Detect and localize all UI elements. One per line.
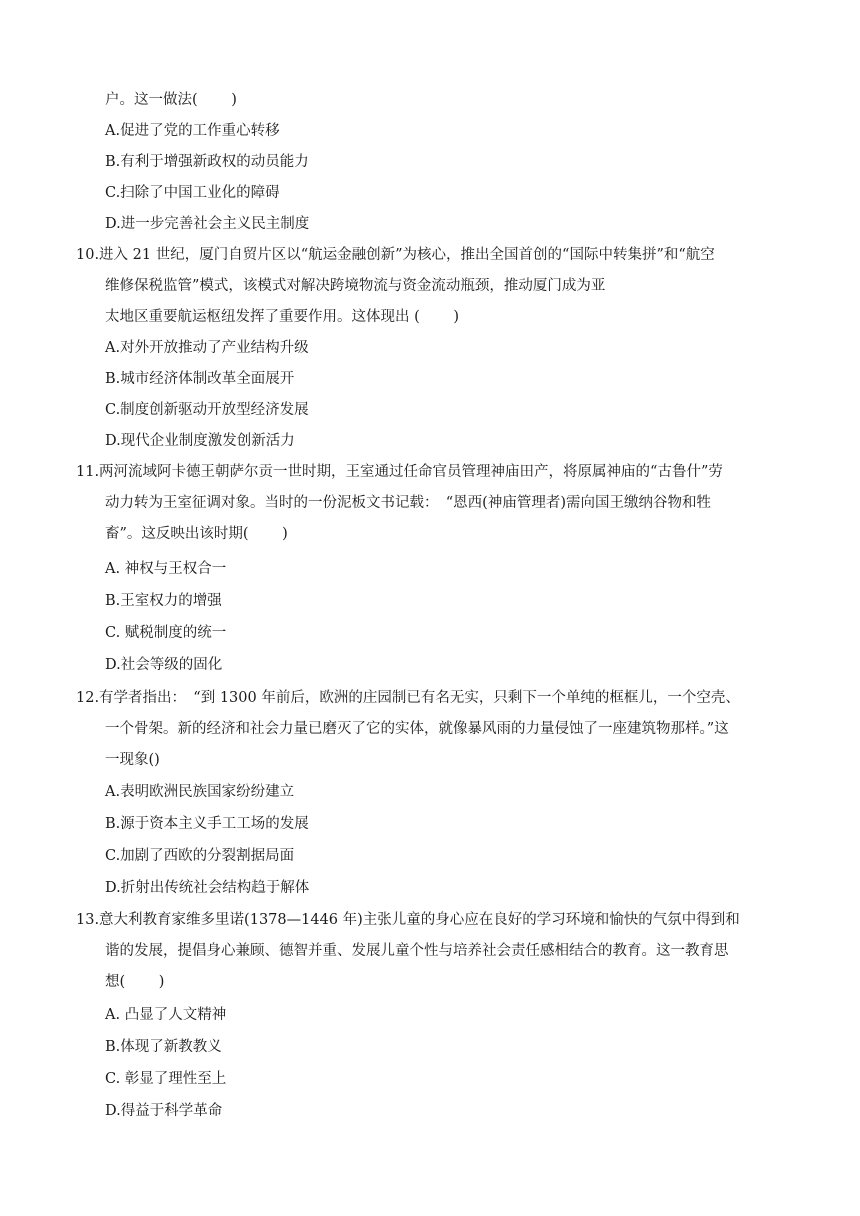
q10-option-d[interactable]: D.现代企业制度激发创新活力 (105, 433, 295, 449)
q10-stem-line-3: 太地区重要航运枢纽发挥了重要作用。这体现出 ( ) (105, 309, 460, 325)
q13-stem-line-2: 谐的发展，提倡身心兼顾、德智并重、发展儿童个性与培养社会责任感相结合的教育。这一教育思 (105, 943, 729, 959)
q9-stem-tail: 户。这一做法( ) (105, 92, 237, 108)
q9-option-a[interactable]: A.促进了党的工作重心转移 (105, 123, 280, 139)
q13-option-b[interactable]: B.体现了新教教义 (105, 1039, 222, 1055)
q11-stem-line-2: 动力转为王室征调对象。当时的一份泥板文书记载： “恩西(神庙管理者)需向国王缴纳谷物和牲 (105, 495, 711, 511)
q13-stem-line-3: 想( ) (105, 974, 165, 990)
q13-option-a[interactable]: A. 凸显了人文精神 (105, 1007, 227, 1023)
q11-option-a[interactable]: A. 神权与王权合一 (105, 561, 227, 577)
q12-stem-line-1: 12.有学者指出： “到 1300 年前后，欧洲的庄园制已有名无实，只剩下一个单纯的框框儿，一个空壳、 (76, 690, 740, 706)
q9-option-c[interactable]: C.扫除了中国工业化的障碍 (105, 185, 280, 201)
q12-option-b[interactable]: B.源于资本主义手工工场的发展 (105, 816, 309, 832)
q13-option-c[interactable]: C. 彰显了理性至上 (105, 1071, 227, 1087)
q10-option-b[interactable]: B.城市经济体制改革全面展开 (105, 371, 295, 387)
q11-stem-line-3: 畜”。这反映出该时期( ) (105, 526, 288, 542)
q12-option-a[interactable]: A.表明欧洲民族国家纷纷建立 (105, 784, 295, 800)
q12-option-d[interactable]: D.折射出传统社会结构趋于解体 (105, 880, 310, 896)
q13-option-d[interactable]: D.得益于科学革命 (105, 1103, 223, 1119)
q12-option-c[interactable]: C.加剧了西欧的分裂割据局面 (105, 848, 295, 864)
q13-stem-line-1: 13.意大利教育家维多里诺(1378—1446 年)主张儿童的身心应在良好的学习环境和愉快的气氛中得到和 (76, 912, 740, 928)
q11-option-b[interactable]: B.王室权力的增强 (105, 593, 222, 609)
q10-option-c[interactable]: C.制度创新驱动开放型经济发展 (105, 402, 309, 418)
q12-stem-line-3: 一现象() (105, 752, 160, 768)
q11-stem-line-1: 11.两河流域阿卡德王朝萨尔贡一世时期，王室通过任命官员管理神庙田产，将原属神庙的“古鲁什”劳 (76, 464, 723, 480)
q10-option-a[interactable]: A.对外开放推动了产业结构升级 (105, 340, 309, 356)
q12-stem-line-2: 一个骨架。新的经济和社会力量已磨灭了它的实体，就像暴风雨的力量侵蚀了一座建筑物那样。”这 (105, 721, 729, 737)
q10-stem-line-1: 10.进入 21 世纪，厦门自贸片区以“航运金融创新”为核心，推出全国首创的“国际中转集拼”和“航空 (76, 247, 715, 263)
q11-option-c[interactable]: C. 赋税制度的统一 (105, 625, 227, 641)
q10-stem-line-2: 维修保税监管”模式，该模式对解决跨境物流与资金流动瓶颈，推动厦门成为亚 (105, 278, 606, 294)
q11-option-d[interactable]: D.社会等级的固化 (105, 657, 223, 673)
q9-option-d[interactable]: D.进一步完善社会主义民主制度 (105, 216, 310, 232)
q9-option-b[interactable]: B.有利于增强新政权的动员能力 (105, 154, 309, 170)
